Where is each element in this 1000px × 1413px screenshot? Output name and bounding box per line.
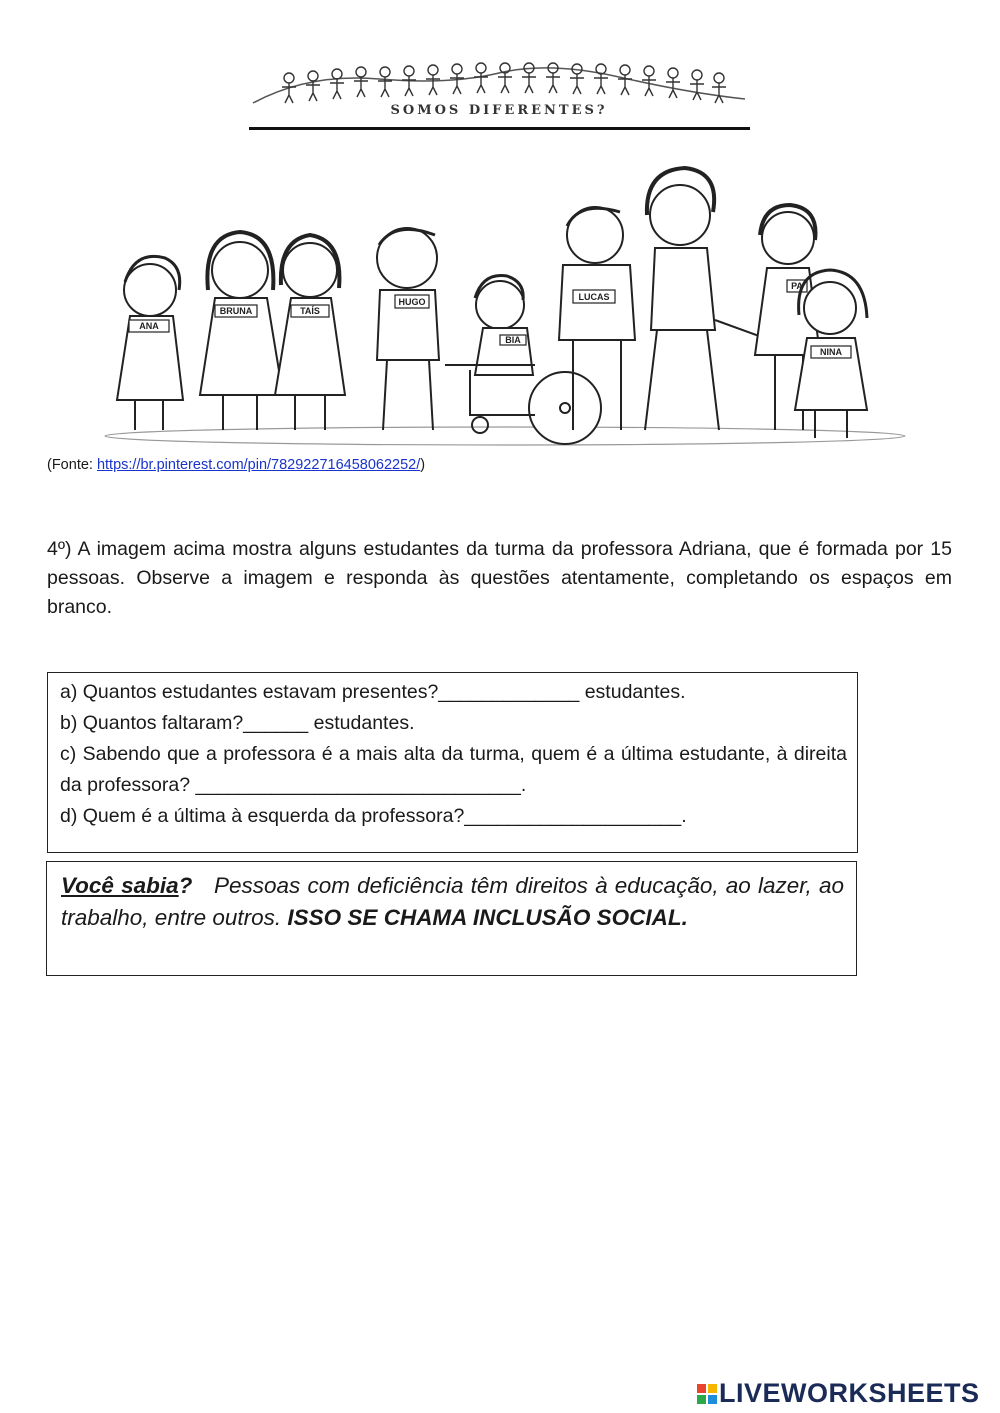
question-items-box: [47, 672, 858, 853]
figure-teacher: [645, 168, 770, 430]
logo-square: [708, 1384, 717, 1393]
figure-hugo: [377, 228, 439, 430]
children-illustration: [95, 140, 915, 450]
figure-ana: [117, 256, 183, 430]
item-d[interactable]: d) Quem é a última à esquerda da professora?____________________.: [60, 805, 687, 827]
source-line: [47, 457, 425, 473]
liveworksheets-logo: [697, 1378, 980, 1409]
tag-ana: ANA: [139, 321, 159, 331]
logo-square: [697, 1384, 706, 1393]
logo-mark-icon: [697, 1384, 717, 1404]
figure-tais: [275, 235, 345, 430]
tag-bruna: BRUNA: [219, 306, 253, 316]
tag-nina: NINA: [820, 347, 842, 357]
tag-pa: PA: [791, 281, 803, 291]
banner-illustration: [249, 59, 749, 130]
info-body: Pessoas com deficiência têm direitos à educação, ao lazer, ao trabalho, entre outros.: [61, 873, 844, 930]
banner-rule: [249, 127, 750, 130]
question-text: 4º) A imagem acima mostra alguns estudantes da turma da professora Adriana, que é formada por 15 pessoas. Observe a imagem e responda às questões atentamente, completando os espaços em branco.: [47, 538, 952, 618]
item-c[interactable]: c) Sabendo que a professora é a mais alta da turma, quem é a última estudante, à direita da professora? ______________________________.: [60, 743, 847, 796]
info-box: [46, 861, 857, 976]
info-question-mark: ?: [178, 873, 193, 898]
source-suffix: ): [420, 457, 426, 473]
tag-lucas: LUCAS: [578, 292, 610, 302]
tag-hugo: HUGO: [398, 297, 426, 307]
item-b[interactable]: b) Quantos faltaram?______ estudantes.: [60, 712, 415, 734]
tag-tais: TAÍS: [300, 306, 320, 316]
tag-bia: BIA: [505, 335, 521, 345]
info-lead: Você sabia: [61, 873, 179, 898]
source-link[interactable]: https://br.pinterest.com/pin/782922716458062252/: [96, 457, 421, 473]
source-prefix: (Fonte:: [47, 457, 97, 473]
logo-square: [708, 1395, 717, 1404]
item-a[interactable]: a) Quantos estudantes estavam presentes?_____________ estudantes.: [60, 681, 686, 703]
info-emphasis: ISSO SE CHAMA INCLUSÃO SOCIAL.: [287, 905, 688, 930]
banner-title: SOMOS DIFERENTES?: [390, 103, 608, 118]
logo-text: LIVEWORKSHEETS: [719, 1378, 980, 1408]
figure-bruna: [200, 232, 283, 430]
logo-square: [697, 1395, 706, 1404]
